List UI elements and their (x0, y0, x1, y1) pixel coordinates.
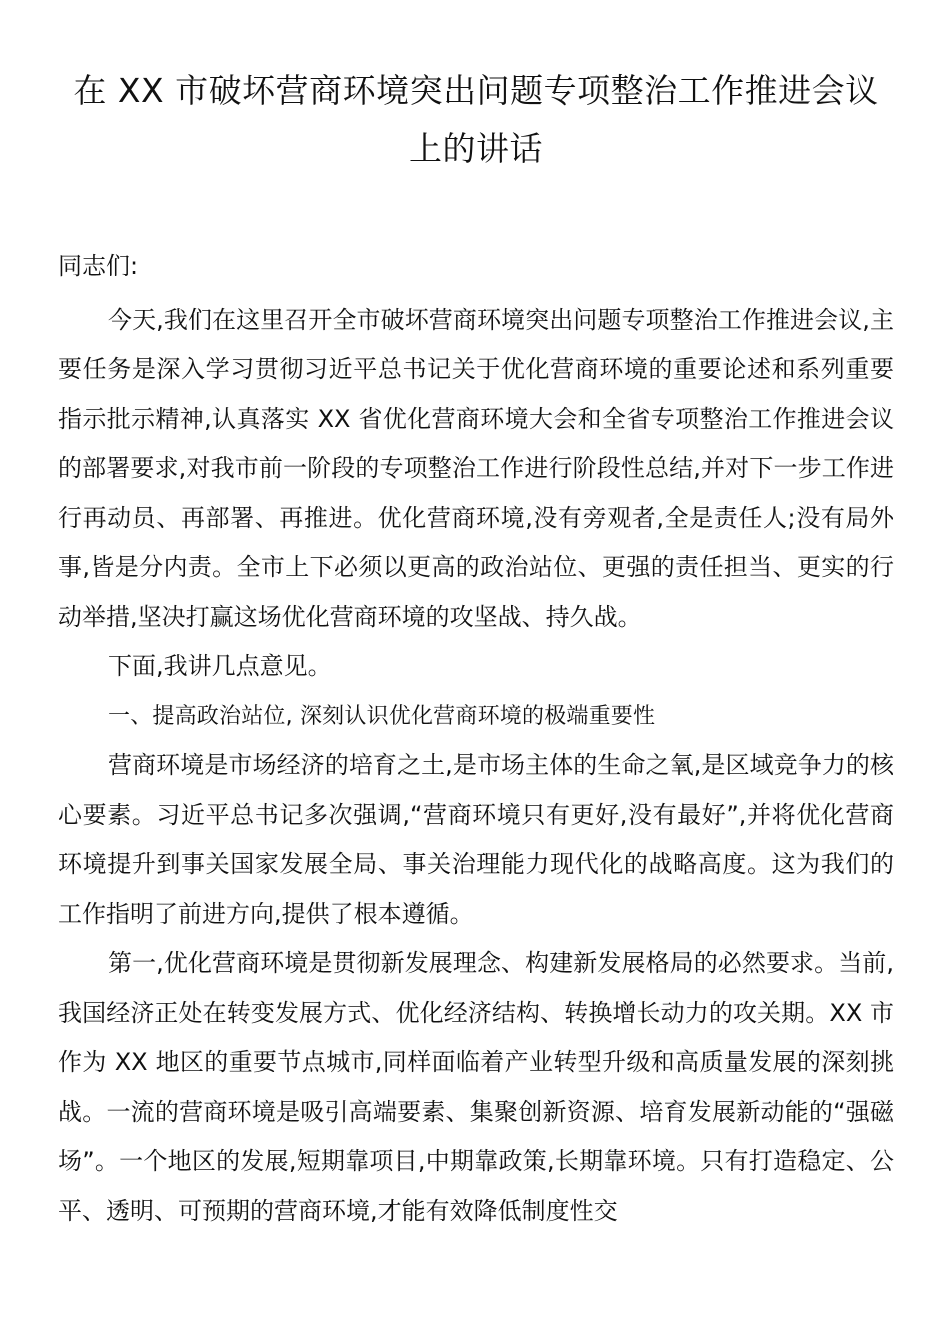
document-body (58, 242, 894, 1236)
paragraph-intro: 下面,我讲几点意见。 (108, 652, 332, 680)
section1-paragraph-1: 营商环境是市场经济的培育之土,是市场主体的生命之氧,是区域竞争力的核心要素。习近平总书记多次强调,“营商环境只有更好,没有最好”,并将优化营商环境提升到事关国家发展全局、事关治理能力现代化的战略高度。这为我们的工作指明了前进方向,提供了根本遵循。 (58, 751, 894, 928)
section1-paragraph-2: 第一,优化营商环境是贯彻新发展理念、构建新发展格局的必然要求。当前,我国经济正处在转变发展方式、优化经济结构、转换增长动力的攻关期。XX 市作为 XX 地区的重要节点城市,同样面临着产业转型升级和高质量发展的深刻挑战。一流的营商环境是吸引高端要素、集聚创新资源、培育发展新动能的“强磁场”。一个地区的发展,短期靠项目,中期靠政策,长期靠环境。只有打造稳定、公平、透明、可预期的营商环境,才能有效降低制度性交 (58, 949, 894, 1225)
section-heading-1: 一、提高政治站位, 深刻认识优化营商环境的极端重要性 (108, 703, 656, 729)
document-page (58, 62, 894, 1236)
salutation: 同志们: (58, 252, 139, 280)
title-line-2: 上的讲话 (409, 129, 543, 168)
title-line-1: 在 XX 市破坏营商环境突出问题专项整治工作推进会议 (73, 71, 879, 110)
paragraph-opening: 今天,我们在这里召开全市破坏营商环境突出问题专项整治工作推进会议,主要任务是深入学习贯彻习近平总书记关于优化营商环境的重要论述和系列重要指示批示精神,认真落实 XX 省优化营商环境大会和全省专项整治工作推进会议的部署要求,对我市前一阶段的专项整治工作进行阶段性总结,并对下一步工作进行再动员、再部署、再推进。优化营商环境,没有旁观者,全是责任人;没有局外事,皆是分内责。全市上下必须以更高的政治站位、更强的责任担当、更实的行动举措,坚决打赢这场优化营商环境的攻坚战、持久战。 (58, 305, 894, 631)
document-title (58, 62, 894, 178)
